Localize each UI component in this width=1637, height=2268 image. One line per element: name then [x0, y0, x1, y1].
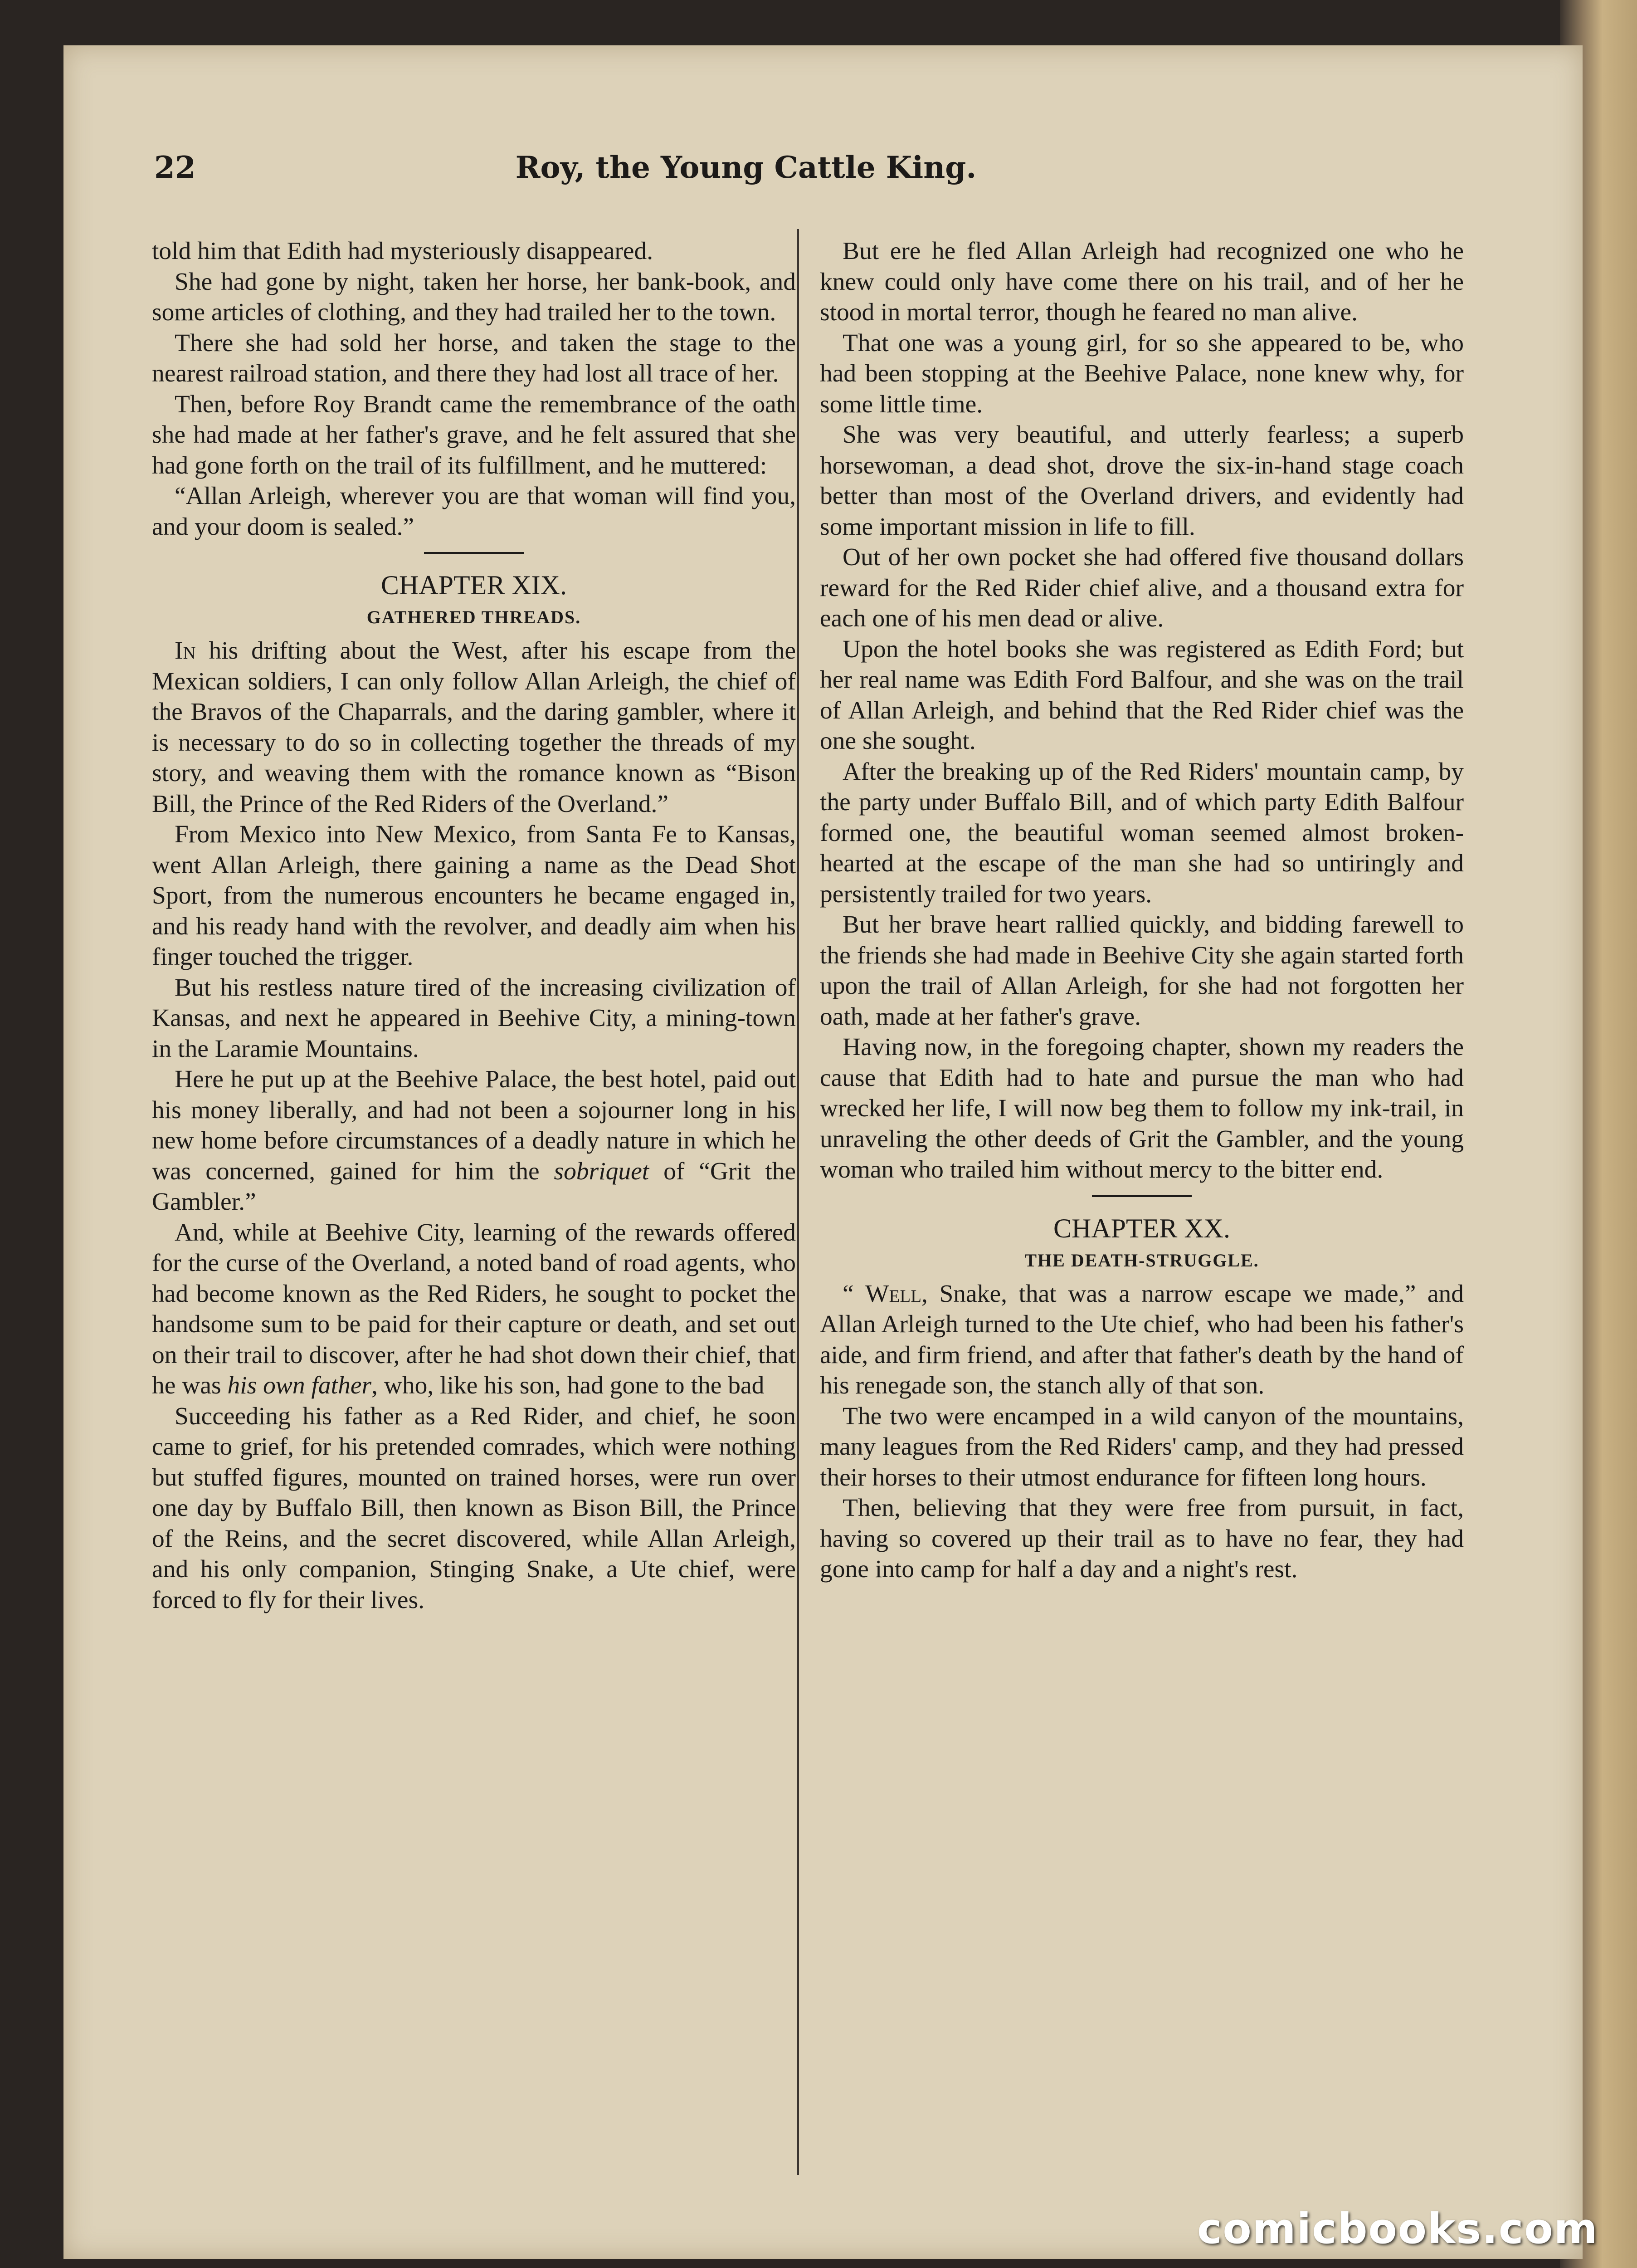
running-title: Roy, the Young Cattle King.: [515, 150, 977, 185]
paragraph: “Allan Arleigh, wherever you are that woman will find you, and your doom is sealed.”: [152, 482, 796, 541]
paragraph-text: Here he put up at the Beehive Palace, the best hotel, paid out his money liberally, and had not been a sojourner long in his new home before circumstances of a deadly nature in which he was concerned, gained for him the: [152, 1066, 796, 1185]
paragraph: [820, 1279, 1464, 1401]
paragraph: She was very beautiful, and utterly fearless; a superb horsewoman, a dead shot, drove the six-in-hand stage coach better than most of the Overland drivers, and evidently had some important mission in life to fill.: [820, 421, 1464, 541]
paragraph-text: , Snake, that was a narrow escape we made,” and Allan Arleigh turned to the Ute chief, who had been his father's aide, and firm friend, and after that father's death by the hand of his renegade son, the stanch ally of that son.: [820, 1280, 1464, 1399]
drop-cap-word: In: [175, 637, 196, 665]
paragraph: Having now, in the foregoing chapter, shown my readers the cause that Edith had to hate and pursue the man who had wrecked her life, I will now beg them to follow my ink-trail, in unraveling the other deeds of Grit the Gambler, and the young woman who trailed him without mercy to the bitter end.: [820, 1033, 1464, 1183]
paragraph: Then, before Roy Brandt came the remembrance of the oath she had made at her father's grave, and he felt assured that she had gone forth on the trail of its fulfillment, and he muttered:: [152, 390, 796, 479]
section-rule: [424, 552, 524, 554]
paragraph: But his restless nature tired of the increasing civilization of Kansas, and next he appeared in Beehive City, a mining-town in the Laramie Mountains.: [152, 973, 796, 1063]
paragraph: Succeeding his father as a Red Rider, and chief, he soon came to grief, for his pretended comrades, which were nothing but stuffed figures, mounted on trained horses, were run over one day by Buffalo Bill, then known as Bison Bill, the Prince of the Reins, and the secret discovered, while Allan Arleigh, and his only companion, Stinging Snake, a Ute chief, were forced to fly for their lives.: [152, 1402, 796, 1614]
column-divider: [797, 229, 799, 2175]
paragraph: Upon the hotel books she was registered as Edith Ford; but her real name was Edith Ford Balfour, and she was on the trail of Allan Arleigh, and behind that the Red Rider chief was the one she sought.: [820, 635, 1464, 755]
paragraph: [152, 635, 796, 819]
drop-cap-word: Well: [865, 1280, 922, 1308]
paragraph: But her brave heart rallied quickly, and bidding farewell to the friends she had made in Beehive City she again started forth upon the trail of Allan Arleigh, for she had not forgotten her oath, made at her father's grave.: [820, 911, 1464, 1031]
paragraph: Then, believing that they were free from pursuit, in fact, having so covered up their trail as to have no fear, they had gone into camp for half a day and a night's rest.: [820, 1494, 1464, 1583]
chapter-subtitle: THE DEATH-STRUGGLE.: [1024, 1250, 1259, 1271]
page-header: [95, 150, 1397, 200]
watermark: comicbooks.com: [1197, 2204, 1598, 2253]
paragraph: There she had sold her horse, and taken the stage to the nearest railroad station, and there they had lost all trace of her.: [152, 329, 796, 387]
paragraph: [152, 1217, 796, 1401]
paragraph: After the breaking up of the Red Riders' mountain camp, by the party under Buffalo Bill, and of which party Edith Balfour formed one, the beautiful woman seemed almost broken-hearted at the escape of the man she had so untiringly and persistently trailed for two years.: [820, 758, 1464, 908]
paragraph-text: of “Grit the Gambler.”: [152, 1157, 796, 1216]
italic-text: sobriquet: [554, 1157, 649, 1185]
paragraph: That one was a young girl, for so she appeared to be, who had been stopping at the Beehive Palace, none knew why, for some little time.: [820, 329, 1464, 418]
right-column: [820, 236, 1464, 1585]
paragraph: From Mexico into New Mexico, from Santa Fe to Kansas, went Allan Arleigh, there gaining a name as the Dead Shot Sport, from the numerous encounters he became engaged in, and his ready hand with the revolver, and deadly aim when his finger touched the trigger.: [152, 821, 796, 971]
paragraph: But ere he fled Allan Arleigh had recognized one who he knew could only have come there on his trail, and of her he stood in mortal terror, though he feared no man alive.: [820, 237, 1464, 326]
paragraph-text: , who, like his son, had gone to the bad: [371, 1372, 765, 1399]
page-number: 22: [154, 150, 196, 185]
paragraph-text: And, while at Beehive City, learning of the rewards offered for the curse of the Overland, a noted band of road agents, who had become known as the Red Riders, he sought to pocket the handsome sum to be paid for their capture or death, and set out on their trail to discover, after he had shot down their chief, that he was: [152, 1218, 796, 1399]
paragraph: She had gone by night, taken her horse, her bank-book, and some articles of clothing, and they had trailed her to the town.: [152, 268, 796, 326]
open-quote: “: [843, 1280, 866, 1308]
chapter-subtitle: GATHERED THREADS.: [366, 607, 581, 627]
paragraph: told him that Edith had mysteriously disappeared.: [152, 237, 653, 265]
section-rule: [1092, 1195, 1192, 1197]
italic-text: his own father: [227, 1372, 372, 1399]
chapter-title: CHAPTER XIX.: [380, 570, 567, 600]
chapter-title: CHAPTER XX.: [1053, 1213, 1231, 1243]
paragraph: Out of her own pocket she had offered five thousand dollars reward for the Red Rider chief alive, and a thousand extra for each one of his men dead or alive.: [820, 543, 1464, 632]
paragraph: [152, 1064, 796, 1217]
left-column: [152, 236, 796, 1615]
paragraph-text: his drifting about the West, after his escape from the Mexican soldiers, I can only follow Allan Arleigh, the chief of the Bravos of the Chaparrals, and the daring gambler, where it is necessary to do so in collecting together the threads of my story, and weaving them with the romance known as “Bison Bill, the Prince of the Red Riders of the Overland.”: [152, 637, 796, 818]
paragraph: The two were encamped in a wild canyon of the mountains, many leagues from the Red Riders' camp, and they had pressed their horses to their utmost endurance for fifteen long hours.: [820, 1402, 1464, 1491]
